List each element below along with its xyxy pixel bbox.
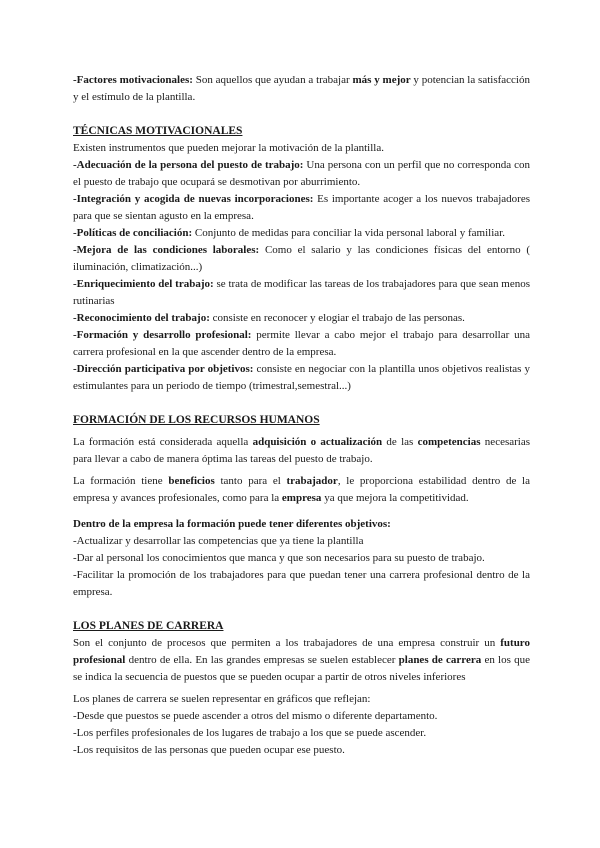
tecnica-item: -Enriquecimiento del trabajo: se trata de modificar las tareas de los trabajadores para que sean menos rutinarias	[73, 278, 530, 307]
tecnicas-intro: Existen instrumentos que pueden mejorar la motivación de la plantilla.	[73, 142, 384, 154]
tecnica-item: -Dirección participativa por objetivos: consiste en negociar con la plantilla unos objetivos realistas y estimulantes para un periodo de tiempo (trimestral,semestral...)	[73, 363, 530, 392]
tecnica-item: -Políticas de conciliación: Conjunto de medidas para conciliar la vida personal laboral y familiar.	[73, 227, 505, 239]
formacion-paragraph-2: La formación tiene beneficios tanto para el trabajador, le proporciona estabilidad dentro de la empresa y avances profesionales, como para la empresa ya que mejora la competitividad.	[73, 475, 530, 504]
tecnica-item: -Reconocimiento del trabajo: consiste en reconocer y elogiar el trabajo de las personas.	[73, 312, 465, 324]
tecnica-item: -Adecuación de la persona del puesto de trabajo: Una persona con un perfil que no corresponda con el puesto de trabajo que ocupará se desmotivan por aburrimiento.	[73, 159, 530, 188]
objetivo-item: -Dar al personal los conocimientos que manca y que son necesarios para su puesto de trabajo.	[73, 552, 485, 564]
section-heading-formacion: FORMACIÓN DE LOS RECURSOS HUMANOS	[73, 414, 320, 426]
planes-item: -Los requisitos de las personas que pueden ocupar ese puesto.	[73, 744, 345, 756]
tecnica-item: -Mejora de las condiciones laborales: Como el salario y las condiciones físicas del entorno ( iluminación, climatización...)	[73, 244, 530, 273]
objetivo-item: -Facilitar la promoción de los trabajadores para que puedan tener una carrera profesional dentro de la empresa.	[73, 569, 530, 598]
planes-item: -Los perfiles profesionales de los lugares de trabajo a los que se puede ascender.	[73, 727, 427, 739]
formacion-paragraph-1: La formación está considerada aquella adquisición o actualización de las competencias necesarias para llevar a cabo de manera óptima las tareas del puesto de trabajo.	[73, 436, 530, 465]
objetivos-title: Dentro de la empresa la formación puede tener diferentes objetivos:	[73, 518, 391, 530]
factores-label: -Factores motivacionales:	[73, 74, 193, 86]
planes-paragraph-1: Son el conjunto de procesos que permiten a los trabajadores de una empresa construir un futuro profesional dentro de ella. En las grandes empresas se suelen establecer planes de carrera en los que se indica la secuencia de puestos que se pueden ocupar a partir de otros niveles inferiores	[73, 637, 530, 683]
section-heading-tecnicas: TÉCNICAS MOTIVACIONALES	[73, 125, 243, 137]
objetivo-item: -Actualizar y desarrollar las competencias que ya tiene la plantilla	[73, 535, 364, 547]
section-heading-planes: LOS PLANES DE CARRERA	[73, 620, 224, 632]
document-body	[73, 72, 530, 759]
tecnica-item: -Formación y desarrollo profesional: permite llevar a cabo mejor el trabajo para desarrollar una carrera profesional en la que ascender dentro de la empresa.	[73, 329, 530, 358]
planes-paragraph-2: Los planes de carrera se suelen representar en gráficos que reflejan:	[73, 693, 371, 705]
tecnica-item: -Integración y acogida de nuevas incorporaciones: Es importante acoger a los nuevos trabajadores para que se sientan agusto en la empresa.	[73, 193, 531, 222]
factores-paragraph: -Factores motivacionales: Son aquellos que ayudan a trabajar más y mejor y potencian la satisfacción y el estímulo de la plantilla.	[73, 74, 530, 103]
planes-item: -Desde que puestos se puede ascender a otros del mismo o diferente departamento.	[73, 710, 438, 722]
